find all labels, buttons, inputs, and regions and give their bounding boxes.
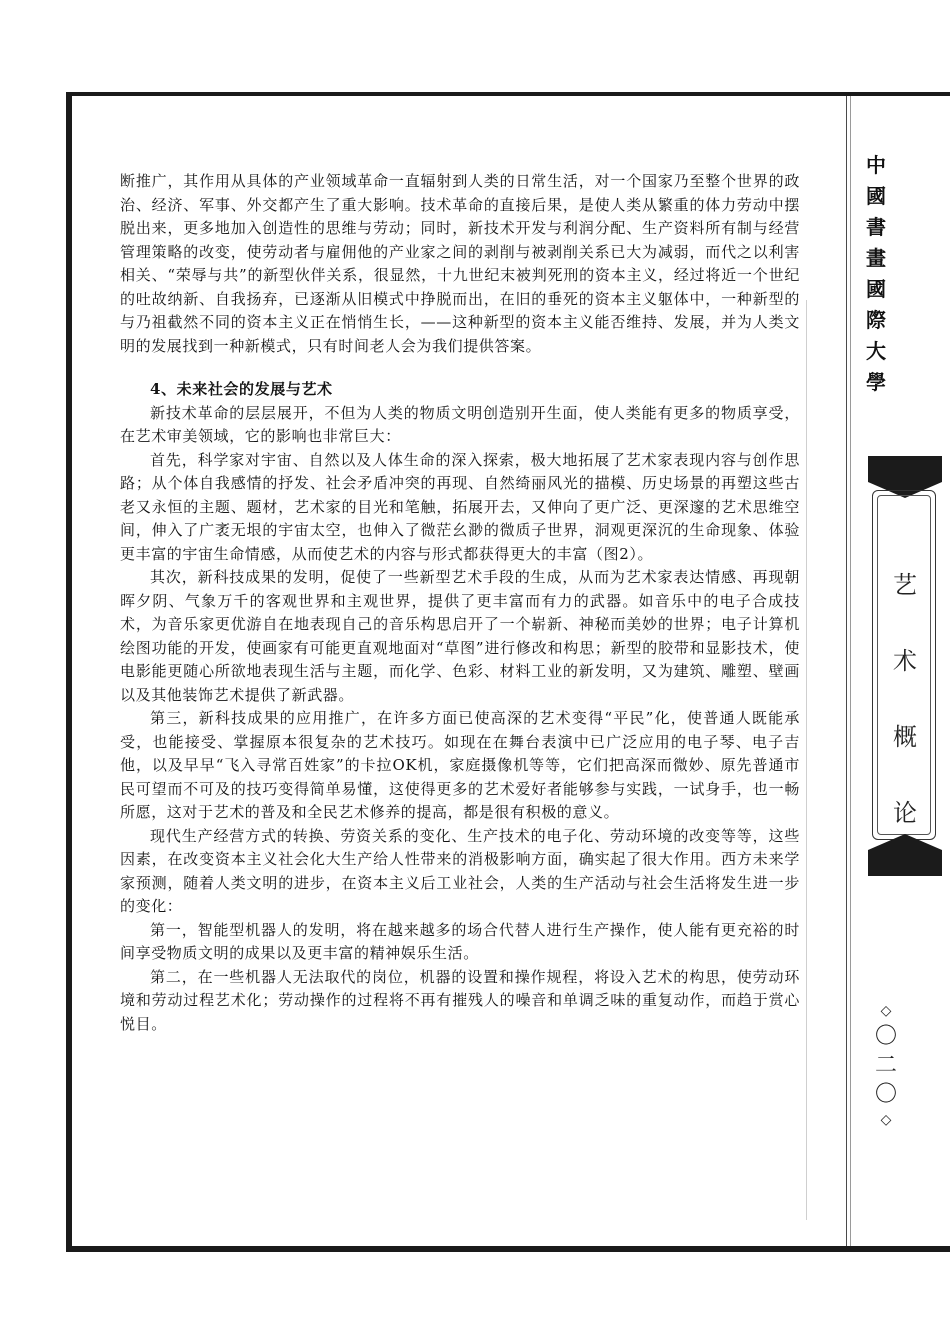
paragraph: 第二，在一些机器人无法取代的岗位，机器的设置和操作规程，将设入艺术的构思，使劳动环境和劳动过程艺术化；劳动操作的过程将不再有摧残人的噪音和单调乏味的重复动作，而趋于赏心悦目。 (120, 967, 800, 1033)
university-char: 國 (866, 277, 886, 301)
university-char: 學 (866, 370, 886, 394)
page-number (866, 1000, 906, 1131)
diamond-icon: ◇ (880, 1112, 892, 1128)
university-char: 中 (866, 153, 886, 177)
book-title (873, 547, 937, 851)
book-title-char: 术 (893, 647, 917, 675)
paragraph: 断推广，其作用从具体的产业领域革命一直辐射到人类的日常生活，对一个国家乃至整个世界的政治、经济、军事、外交都产生了重大影响。技术革命的直接后果，是使人类从繁重的体力劳动中摆脱出来，更多地加入创造性的思维与劳动；同时，新技术开发与利润分配、生产资料所有制与经营管理策略的改变，使劳动者与雇佣他的产业家之间的剥削与被剥削关系已大为减弱，而代之以利害相关、“荣辱与共”的新型伙伴关系，很显然，十九世纪末被判死刑的资本主义，经过将近一个世纪的吐故纳新、自我扬弃，已逐渐从旧模式中挣脱而出，在旧的垂死的资本主义躯体中，一种新型的与乃祖截然不同的资本主义正在悄悄生长，——这种新型的资本主义能否维持、发展，并为人类文明的发展找到一种新模式，只有时间老人会为我们提供答案。 (120, 172, 800, 355)
sidebar-divider-inner (850, 96, 851, 1246)
university-char: 際 (866, 308, 886, 332)
page-number-char: 二 (874, 1053, 897, 1078)
section-heading: 4、未来社会的发展与艺术 (150, 380, 333, 398)
page-number-char: 〇 (874, 1024, 897, 1049)
banner-frame (872, 490, 936, 840)
paragraph: 第三，新科技成果的应用推广，在许多方面已使高深的艺术变得“平民”化，使普通人既能承受，也能接受、掌握原本很复杂的艺术技巧。如现在在舞台表演中已广泛应用的电子琴、电子吉他，以及早早“飞入寻常百姓家”的卡拉OK机，家庭摄像机等等，它们把高深而微妙、原先普通市民可望而不可及的技巧变得简单易懂，这使得更多的艺术爱好者能够参与实践，一试身手，也一畅所愿，这对于艺术的普及和全民艺术修养的提高，都是很有积极的意义。 (120, 709, 800, 821)
university-char: 大 (866, 339, 886, 363)
paragraph: 首先，科学家对宇宙、自然以及人体生命的深入探索，极大地拓展了艺术家表现内容与创作思路；从个体自我感情的抒发、社会矛盾冲突的再现、自然绮丽风光的描模、历史场景的再塑这些古老又永恒的主题、题材，艺术家的目光和笔触，拓展开去，又伸向了更广泛、更深邃的艺术思维空间，伸入了广袤无垠的宇宙太空，也伸入了微茫幺渺的微质子世界，洞观更深沉的生命现象、体验更丰富的宇宙生命情感，从而使艺术的内容与形式都获得更大的丰富（图2）。 (120, 450, 800, 563)
diamond-icon: ◇ (880, 1003, 892, 1019)
book-title-char: 艺 (893, 571, 917, 599)
book-title-char: 论 (893, 799, 917, 827)
book-title-banner (868, 456, 942, 876)
book-title-char: 概 (893, 723, 917, 751)
paragraph: 现代生产经营方式的转换、劳资关系的变化、生产技术的电子化、劳动环境的改变等等，这些因素，在改变资本主义社会化大生产给人性带来的消极影响方面，确实起了很大作用。西方未来学家预测，随着人类文明的进步，在资本主义后工业社会，人类的生产活动与社会生活将发生进一步的变化： (120, 826, 800, 915)
paragraph: 其次，新科技成果的发明，促使了一些新型艺术手段的生成，从而为艺术家表达情感、再现朝晖夕阴、气象万千的客观世界和主观世界，提供了更丰富而有力的武器。如音乐中的电子合成技术，为音乐家更优游自在地表现自己的音乐构思启开了一个崭新、神秘而美妙的世界；电子计算机绘图功能的开发，使画家有可能更直观地面对“草图”进行修改和构思；新型的胶带和显影技术，使电影能更随心所欲地表现生活与主题，而化学、色彩、材料工业的新发明，又为建筑、雕塑、壁画以及其他装饰艺术提供了新武器。 (120, 568, 800, 704)
university-name (858, 150, 894, 398)
body-text (120, 170, 800, 1036)
university-char: 國 (866, 184, 886, 208)
university-char: 書 (866, 215, 886, 239)
page-number-char: 〇 (874, 1082, 897, 1107)
university-char: 畫 (866, 246, 886, 270)
page-frame-bottom (66, 1246, 950, 1252)
margin-line (806, 300, 807, 1220)
sidebar-divider (846, 96, 847, 1246)
paragraph: 第一，智能型机器人的发明，将在越来越多的场合代替人进行生产操作，使人能有更充裕的时间享受物质文明的成果以及更丰富的精神娱乐生活。 (120, 920, 800, 962)
paragraph: 新技术革命的层层展开，不但为人类的物质文明创造别开生面，使人类能有更多的物质享受，在艺术审美领域，它的影响也非常巨大： (120, 403, 800, 445)
page-frame-left (66, 92, 72, 1252)
page-frame-top (66, 92, 950, 96)
